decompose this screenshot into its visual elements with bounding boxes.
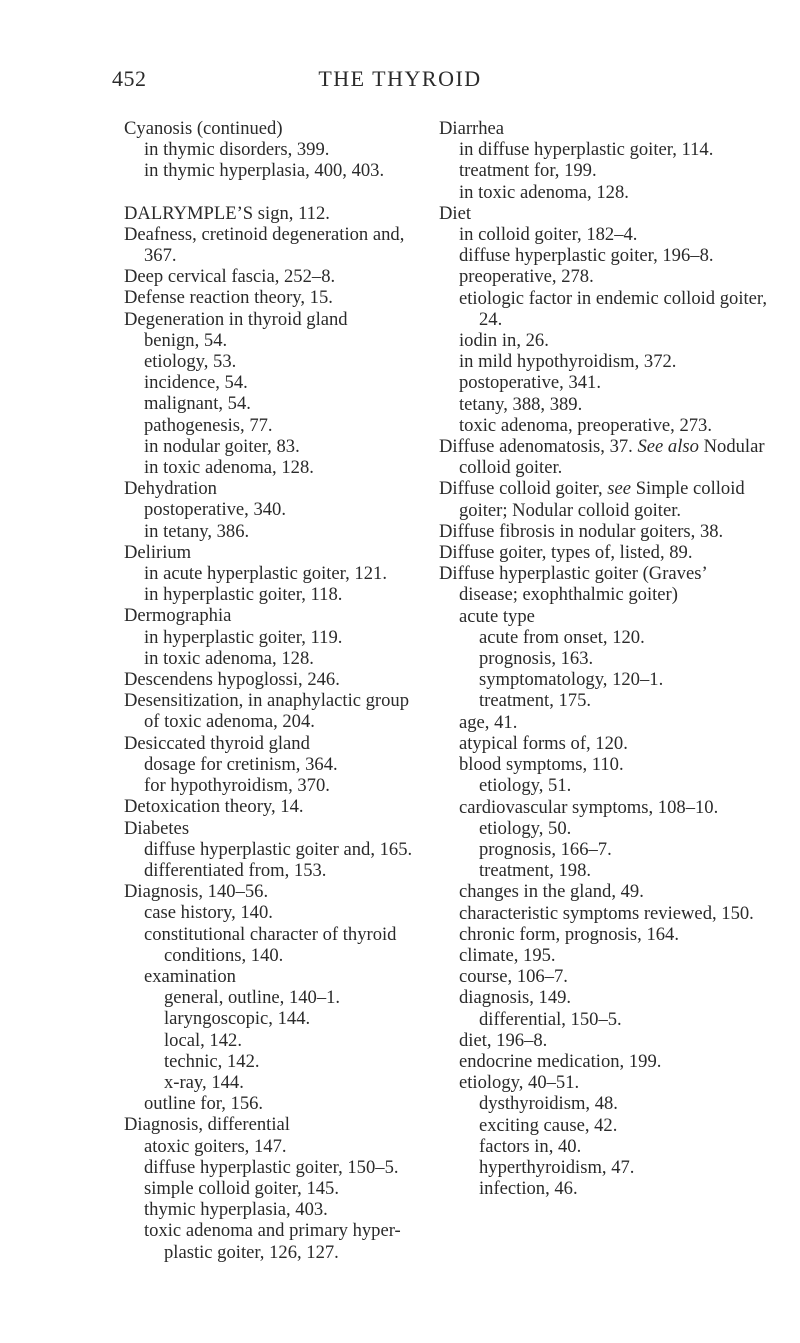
index-entry bbox=[124, 881, 424, 902]
index-subentry bbox=[124, 1051, 424, 1072]
entry-text: etiologic factor in endemic colloid goiter, 24. bbox=[459, 287, 768, 330]
entry-text: simple colloid goiter, 145. bbox=[144, 1177, 339, 1199]
entry-text: technic, 142. bbox=[164, 1050, 260, 1072]
index-subentry bbox=[439, 903, 769, 924]
index-entry bbox=[124, 542, 424, 563]
entry-text: diffuse hyperplastic goiter and, 165. bbox=[144, 838, 413, 860]
index-subentry bbox=[124, 351, 424, 372]
entry-text: Diagnosis, 140–56. bbox=[124, 881, 269, 903]
index-subentry bbox=[439, 1136, 769, 1157]
entry-text: endocrine medication, 199. bbox=[459, 1050, 662, 1072]
index-subentry bbox=[124, 1199, 424, 1220]
entry-text: Diffuse colloid goiter, bbox=[439, 478, 603, 500]
entry-text: age, 41. bbox=[459, 711, 518, 733]
index-entry bbox=[439, 203, 769, 224]
index-subentry bbox=[124, 393, 424, 414]
index-subentry bbox=[439, 372, 769, 393]
index-subentry bbox=[124, 457, 424, 478]
entry-text: in toxic adenoma, 128. bbox=[459, 181, 629, 203]
index-subentry bbox=[439, 330, 769, 351]
entry-text: symptomatology, 120–1. bbox=[479, 669, 664, 691]
index-subentry bbox=[124, 499, 424, 520]
index-subentry bbox=[439, 1157, 769, 1178]
index-subentry bbox=[439, 648, 769, 669]
index-subentry bbox=[439, 415, 769, 436]
entry-text: characteristic symptoms reviewed, 150. bbox=[459, 902, 754, 924]
entry-text: in hyperplastic goiter, 118. bbox=[144, 584, 343, 606]
index-subentry bbox=[439, 881, 769, 902]
index-subentry bbox=[439, 1009, 769, 1030]
index-entry bbox=[124, 118, 424, 139]
entry-text: Diagnosis, differential bbox=[124, 1114, 290, 1136]
entry-text: acute from onset, 120. bbox=[479, 626, 645, 648]
index-subentry bbox=[439, 1051, 769, 1072]
index-subentry bbox=[439, 139, 769, 160]
index-subentry bbox=[439, 797, 769, 818]
entry-text: acute type bbox=[459, 605, 535, 627]
index-subentry bbox=[439, 266, 769, 287]
index-subentry bbox=[124, 924, 424, 966]
index-subentry bbox=[439, 818, 769, 839]
index-subentry bbox=[124, 1072, 424, 1093]
index-subentry bbox=[124, 1178, 424, 1199]
entry-text: Cyanosis (continued) bbox=[124, 118, 283, 139]
index-entry bbox=[124, 1114, 424, 1135]
entry-text: climate, 195. bbox=[459, 944, 556, 966]
entry-text: Defense reaction theory, 15. bbox=[124, 287, 333, 309]
index-subentry bbox=[439, 288, 769, 330]
index-entry bbox=[124, 605, 424, 626]
entry-text: in toxic adenoma, 128. bbox=[144, 647, 314, 669]
entry-text: thymic hyperplasia, 403. bbox=[144, 1199, 328, 1221]
entry-text: for hypothyroidism, 370. bbox=[144, 775, 330, 797]
entry-text: general, outline, 140–1. bbox=[164, 987, 341, 1009]
index-subentry bbox=[124, 1093, 424, 1114]
index-entry bbox=[124, 287, 424, 308]
entry-text: case history, 140. bbox=[144, 902, 273, 924]
entry-text: in mild hypothyroidism, 372. bbox=[459, 351, 677, 373]
index-subentry bbox=[439, 860, 769, 881]
index-subentry bbox=[439, 733, 769, 754]
index-entry bbox=[124, 796, 424, 817]
index-subentry bbox=[439, 839, 769, 860]
entry-text: in tetany, 386. bbox=[144, 520, 250, 542]
entry-text: benign, 54. bbox=[144, 329, 228, 351]
index-subentry bbox=[439, 690, 769, 711]
entry-text: in thymic hyperplasia, 400, 403. bbox=[144, 160, 385, 182]
entry-text: in colloid goiter, 182–4. bbox=[459, 224, 638, 246]
index-subentry bbox=[439, 669, 769, 690]
index-subentry bbox=[124, 902, 424, 923]
index-subentry bbox=[439, 160, 769, 181]
index-entry bbox=[439, 521, 769, 542]
index-subentry bbox=[439, 627, 769, 648]
index-subentry bbox=[124, 330, 424, 351]
entry-text: Descendens hypoglossi, 246. bbox=[124, 669, 340, 691]
entry-text: constitutional character of thyroid conditions, 140. bbox=[144, 923, 397, 966]
entry-text: factors in, 40. bbox=[479, 1135, 582, 1157]
index-subentry bbox=[124, 775, 424, 796]
entry-text: incidence, 54. bbox=[144, 372, 248, 394]
index-entry bbox=[124, 733, 424, 754]
entry-text: dosage for cretinism, 364. bbox=[144, 753, 338, 775]
index-subentry bbox=[439, 1072, 769, 1093]
index-subentry bbox=[439, 1115, 769, 1136]
entry-text: dysthyroidism, 48. bbox=[479, 1093, 618, 1115]
index-subentry bbox=[439, 245, 769, 266]
index-subentry bbox=[439, 606, 769, 627]
entry-text: Detoxication theory, 14. bbox=[124, 796, 304, 818]
entry-text: prognosis, 163. bbox=[479, 648, 594, 670]
entry-text: prognosis, 166–7. bbox=[479, 838, 612, 860]
entry-text: course, 106–7. bbox=[459, 966, 568, 988]
entry-text: etiology, 50. bbox=[479, 817, 572, 839]
index-subentry bbox=[439, 1093, 769, 1114]
entry-text: Diabetes bbox=[124, 817, 190, 839]
index-entry bbox=[124, 203, 424, 224]
index-entry bbox=[439, 563, 769, 605]
running-title: THE THYROID bbox=[318, 66, 482, 91]
index-subentry bbox=[124, 627, 424, 648]
index-entry bbox=[124, 266, 424, 287]
entry-text: cardiovascular symptoms, 108–10. bbox=[459, 796, 719, 818]
index-subentry bbox=[124, 1008, 424, 1029]
index-subentry bbox=[124, 415, 424, 436]
entry-text: iodin in, 26. bbox=[459, 330, 549, 352]
index-entry bbox=[439, 478, 769, 520]
index-subentry bbox=[124, 1136, 424, 1157]
entry-text: treatment, 175. bbox=[479, 690, 592, 712]
index-entry bbox=[439, 436, 769, 478]
entry-text: blood symptoms, 110. bbox=[459, 754, 624, 776]
entry-text: local, 142. bbox=[164, 1029, 242, 1051]
index-subentry bbox=[124, 1157, 424, 1178]
index-entry bbox=[124, 478, 424, 499]
index-subentry bbox=[439, 224, 769, 245]
entry-text: Degeneration in thyroid gland bbox=[124, 308, 348, 330]
entry-text: chronic form, prognosis, 164. bbox=[459, 923, 679, 945]
index-subentry bbox=[439, 754, 769, 775]
entry-text: Delirium bbox=[124, 541, 192, 563]
cross-reference-label: see bbox=[607, 478, 632, 500]
entry-text: in diffuse hyperplastic goiter, 114. bbox=[459, 139, 714, 161]
entry-text: Diffuse adenomatosis, 37. bbox=[439, 436, 633, 458]
entry-text: hyperthyroidism, 47. bbox=[479, 1156, 635, 1178]
entry-text: diffuse hyperplastic goiter, 150–5. bbox=[144, 1156, 399, 1178]
entry-text: toxic adenoma, preoperative, 273. bbox=[459, 414, 712, 436]
index-subentry bbox=[439, 966, 769, 987]
entry-text: Diffuse goiter, types of, listed, 89. bbox=[439, 542, 693, 564]
entry-text: Dermographia bbox=[124, 605, 232, 627]
index-subentry bbox=[439, 394, 769, 415]
index-subentry bbox=[439, 775, 769, 796]
index-subentry bbox=[439, 1030, 769, 1051]
entry-text: infection, 46. bbox=[479, 1178, 578, 1200]
index-subentry bbox=[124, 160, 424, 181]
index-subentry bbox=[439, 1178, 769, 1199]
entry-text: Desensitization, in anaphylactic group of toxic adenoma, 204. bbox=[124, 690, 410, 733]
index-subentry bbox=[124, 839, 424, 860]
entry-text: etiology, 53. bbox=[144, 351, 237, 373]
entry-text: etiology, 40–51. bbox=[459, 1072, 580, 1094]
page-header bbox=[0, 66, 800, 106]
entry-text: postoperative, 340. bbox=[144, 499, 287, 521]
entry-text: Diet bbox=[439, 202, 472, 224]
entry-text: Deep cervical fascia, 252–8. bbox=[124, 266, 336, 288]
entry-text: differentiated from, 153. bbox=[144, 859, 327, 881]
index-entry bbox=[124, 309, 424, 330]
entry-text: diffuse hyperplastic goiter, 196–8. bbox=[459, 245, 714, 267]
entry-text: laryngoscopic, 144. bbox=[164, 1008, 311, 1030]
entry-text: in acute hyperplastic goiter, 121. bbox=[144, 563, 387, 585]
entry-text: Dehydration bbox=[124, 478, 217, 500]
index-subentry bbox=[124, 987, 424, 1008]
entry-text: tetany, 388, 389. bbox=[459, 393, 583, 415]
index-entry bbox=[439, 542, 769, 563]
entry-text: pathogenesis, 77. bbox=[144, 414, 273, 436]
entry-text: Diffuse hyperplastic goiter (Graves’ disease; exophthalmic goiter) bbox=[439, 563, 707, 606]
index-subentry bbox=[124, 139, 424, 160]
entry-text: atoxic goiters, 147. bbox=[144, 1135, 287, 1157]
entry-text: toxic adenoma and primary hyper-plastic goiter, 126, 127. bbox=[144, 1220, 401, 1263]
entry-text: DALRYMPLE’S sign, 112. bbox=[124, 202, 330, 224]
index-entry bbox=[124, 224, 424, 266]
entry-text: atypical forms of, 120. bbox=[459, 732, 628, 754]
entry-text: in nodular goiter, 83. bbox=[144, 435, 300, 457]
entry-text: Deafness, cretinoid degeneration and, 367. bbox=[124, 223, 405, 267]
index-column-left bbox=[124, 118, 424, 1263]
index-subentry bbox=[124, 1220, 424, 1262]
entry-text: in hyperplastic goiter, 119. bbox=[144, 626, 343, 648]
entry-text: preoperative, 278. bbox=[459, 266, 594, 288]
entry-text: treatment for, 199. bbox=[459, 160, 597, 182]
index-subentry bbox=[439, 182, 769, 203]
index-subentry bbox=[124, 648, 424, 669]
index-subentry bbox=[439, 924, 769, 945]
index-subentry bbox=[124, 754, 424, 775]
index-subentry bbox=[439, 987, 769, 1008]
entry-text: malignant, 54. bbox=[144, 393, 251, 415]
entry-text: Desiccated thyroid gland bbox=[124, 732, 310, 754]
index-subentry bbox=[124, 436, 424, 457]
index-subentry bbox=[439, 712, 769, 733]
entry-text: examination bbox=[144, 965, 236, 987]
entry-text: differential, 150–5. bbox=[479, 1008, 622, 1030]
index-entry bbox=[124, 690, 424, 732]
index-subentry bbox=[439, 351, 769, 372]
entry-text: treatment, 198. bbox=[479, 860, 592, 882]
index-subentry bbox=[124, 966, 424, 987]
entry-text: postoperative, 341. bbox=[459, 372, 602, 394]
index-subentry bbox=[124, 860, 424, 881]
entry-text: etiology, 51. bbox=[479, 775, 572, 797]
entry-text: exciting cause, 42. bbox=[479, 1114, 618, 1136]
cross-reference-label: See also bbox=[637, 436, 699, 458]
index-column-right bbox=[439, 118, 769, 1199]
index-subentry bbox=[124, 563, 424, 584]
entry-text: in toxic adenoma, 128. bbox=[144, 457, 314, 479]
cross-reference-target: Nodular colloid goiter. bbox=[459, 436, 765, 479]
index-subentry bbox=[124, 584, 424, 605]
index-entry bbox=[439, 118, 769, 139]
index-subentry bbox=[124, 521, 424, 542]
cross-reference-target: Simple colloid goiter; Nodular colloid goiter. bbox=[459, 478, 745, 521]
entry-text: in thymic disorders, 399. bbox=[144, 139, 330, 161]
index-subentry bbox=[124, 372, 424, 393]
index-entry bbox=[124, 818, 424, 839]
entry-text: Diarrhea bbox=[439, 118, 505, 139]
index-subentry bbox=[124, 1030, 424, 1051]
entry-text: changes in the gland, 49. bbox=[459, 881, 644, 903]
page-number: 452 bbox=[112, 66, 147, 91]
index-entry bbox=[124, 669, 424, 690]
entry-text: Diffuse fibrosis in nodular goiters, 38. bbox=[439, 520, 724, 542]
index-subentry bbox=[439, 945, 769, 966]
entry-text: diet, 196–8. bbox=[459, 1029, 548, 1051]
entry-text: x-ray, 144. bbox=[164, 1071, 244, 1093]
entry-text: diagnosis, 149. bbox=[459, 987, 572, 1009]
entry-text: outline for, 156. bbox=[144, 1093, 264, 1115]
